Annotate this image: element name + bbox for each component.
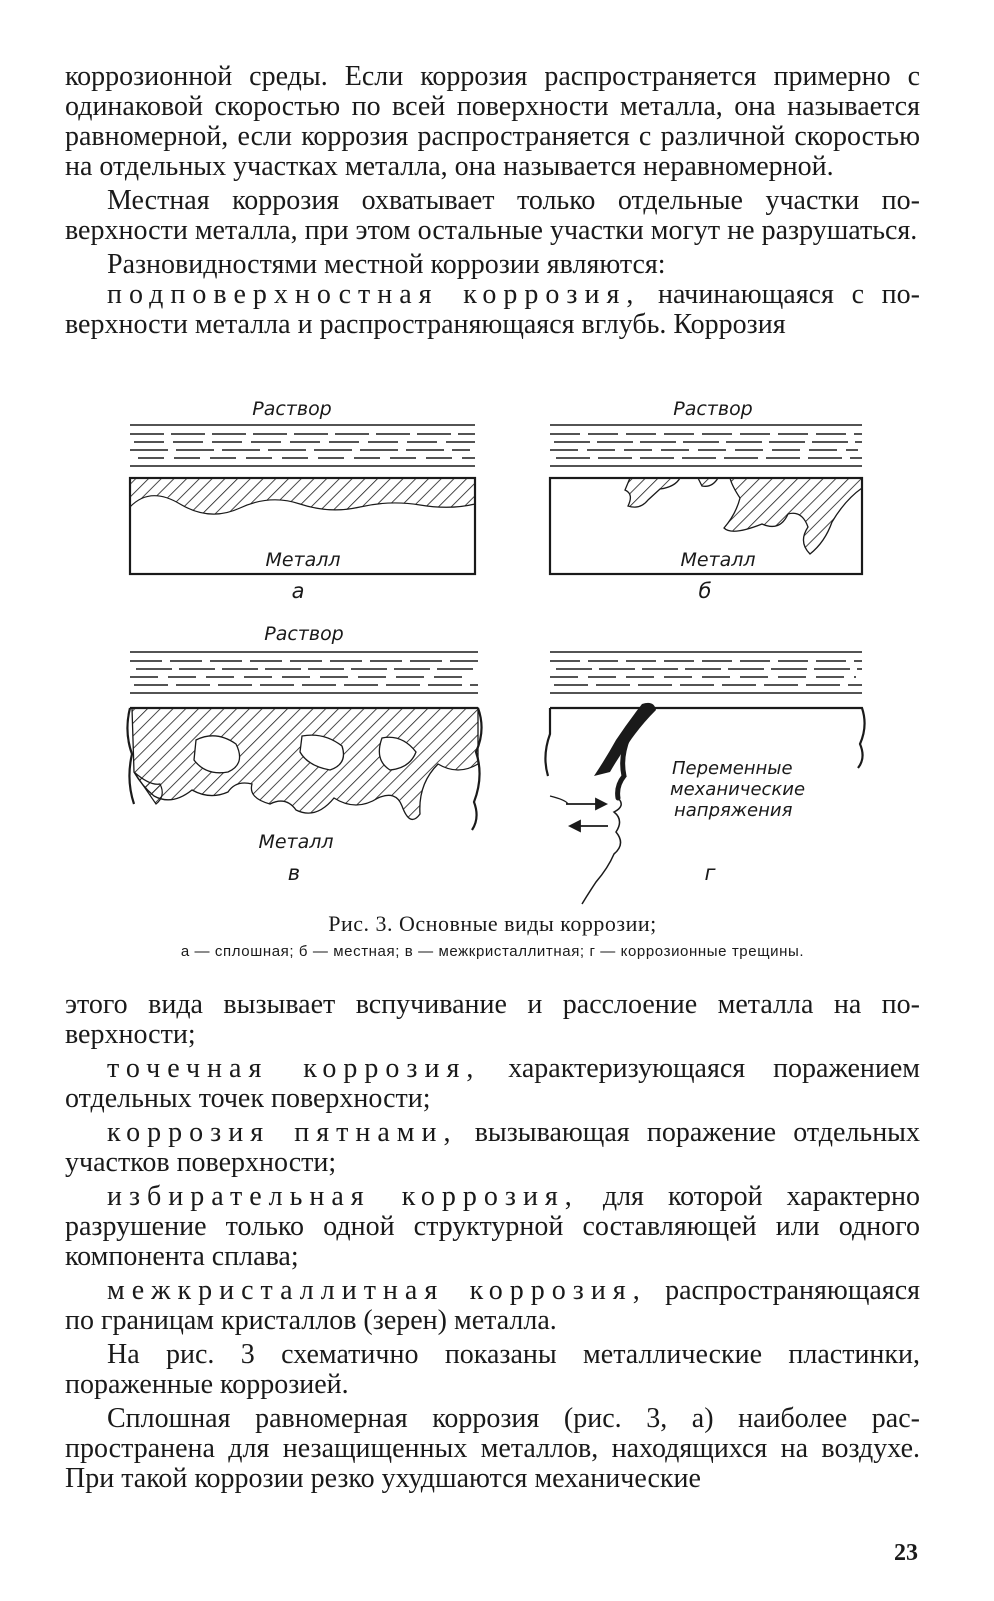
panel-g-stress-label-2: механические xyxy=(670,779,806,800)
term-subsurface: подповерхностная коррозия, xyxy=(107,279,641,310)
paragraph-selective xyxy=(65,1182,920,1272)
figure-drawing xyxy=(120,392,880,918)
panel-g-solution-lines xyxy=(550,652,862,693)
paragraph-continuation-2: этого вида вызывает вспучивание и расслоение металла на поверхности; xyxy=(65,989,920,1050)
term-pitting: точечная коррозия, xyxy=(107,1053,481,1084)
panel-b-letter: б xyxy=(698,579,712,603)
panel-a-solution-lines xyxy=(130,425,475,466)
panel-g xyxy=(545,652,864,904)
panel-b xyxy=(550,398,862,603)
panel-a-letter: а xyxy=(291,579,305,603)
panel-b-corrosion-pit-3 xyxy=(724,478,862,554)
paragraph-local-corrosion: Местная коррозия охватывает только отдельные участки поверхности металла, при этом остальные участки могут не разрушаться. xyxy=(65,185,920,246)
panel-b-solution-lines xyxy=(550,425,862,466)
panel-v-intercrystalline-network xyxy=(132,708,478,819)
paragraph-figure-reference: На рис. 3 схематично показаны металлические пластинки, пораженные коррозией. xyxy=(65,1339,920,1400)
panel-b-corrosion-pit-1 xyxy=(625,478,680,507)
panel-g-crack-tip xyxy=(582,798,621,904)
figure-caption-legend: а — сплошная; б — местная; в — межкристаллитная; г — коррозионные трещины. xyxy=(180,943,805,960)
figure-caption-title: Рис. 3. Основные виды коррозии; xyxy=(328,911,657,936)
panel-v xyxy=(127,623,481,885)
panel-g-arrow-tail xyxy=(550,796,568,804)
paragraph-continuation: коррозионной среды. Если коррозия распространяется примерно с одинаковой скоростью по всей поверхности металла, она называется равномерной, если коррозия распространяется с различной скоростью на отдельных участках металла, она называется неравномерной. xyxy=(65,61,920,182)
panel-v-metal-label: Металл xyxy=(258,831,334,853)
panel-g-stress-arrows xyxy=(566,799,608,831)
term-intercrystalline: межкристаллитная коррозия, xyxy=(107,1275,647,1306)
panel-v-letter: в xyxy=(287,861,301,885)
panel-a-metal-label: Металл xyxy=(265,549,341,571)
paragraph-spots xyxy=(65,1118,920,1178)
panel-g-stress-label-3: напряжения xyxy=(674,800,793,821)
paragraph-varieties: Разновидностями местной коррозии являются: xyxy=(107,249,666,280)
panel-a xyxy=(130,398,475,603)
paragraph-pitting xyxy=(65,1054,920,1114)
term-selective: избирательная коррозия, xyxy=(107,1181,579,1212)
panel-a-corrosion-layer xyxy=(130,478,475,514)
paragraph-uniform-corrosion: Сплошная равномерная коррозия (рис. 3, а) наиболее распространена для незащищенных металлов, находящихся на воздухе. При такой коррозии резко ухудшаются механические xyxy=(65,1403,920,1494)
figure-corrosion-types xyxy=(120,392,880,918)
page-number: 23 xyxy=(894,1540,918,1566)
paragraph-pitting-text: характеризующаяся поражением отдельных точек поверхности; xyxy=(65,1053,921,1114)
panel-g-stress-label-1: Переменные xyxy=(672,758,793,779)
bottom-text-block xyxy=(65,990,920,1494)
panel-b-corrosion-pit-2 xyxy=(698,478,718,486)
panel-v-solution-lines xyxy=(130,652,478,693)
panel-b-solution-label: Раствор xyxy=(673,398,753,420)
paragraph-subsurface xyxy=(65,280,920,340)
panel-b-metal-label: Металл xyxy=(680,549,756,571)
paragraph-spots-text: вызывающая поражение отдельных участков поверхности; xyxy=(65,1117,920,1178)
paragraph-intercrystalline-text: распространяющаяся по границам кристаллов (зерен) металла. xyxy=(65,1275,920,1336)
paragraph-selective-text: для которой характерно разрушение только одной структурной составляющей или одного компонента сплава; xyxy=(65,1181,921,1272)
panel-v-solution-label: Раствор xyxy=(264,623,344,645)
panel-a-solution-label: Раствор xyxy=(252,398,332,420)
paragraph-subsurface-text: начинающаяся с поверхности металла и распространяющаяся вглубь. Коррозия xyxy=(65,279,920,340)
paragraph-intercrystalline xyxy=(65,1276,920,1336)
term-spots: коррозия пятнами, xyxy=(107,1117,458,1148)
top-text-block xyxy=(65,62,920,340)
panel-g-letter: г xyxy=(704,861,716,885)
